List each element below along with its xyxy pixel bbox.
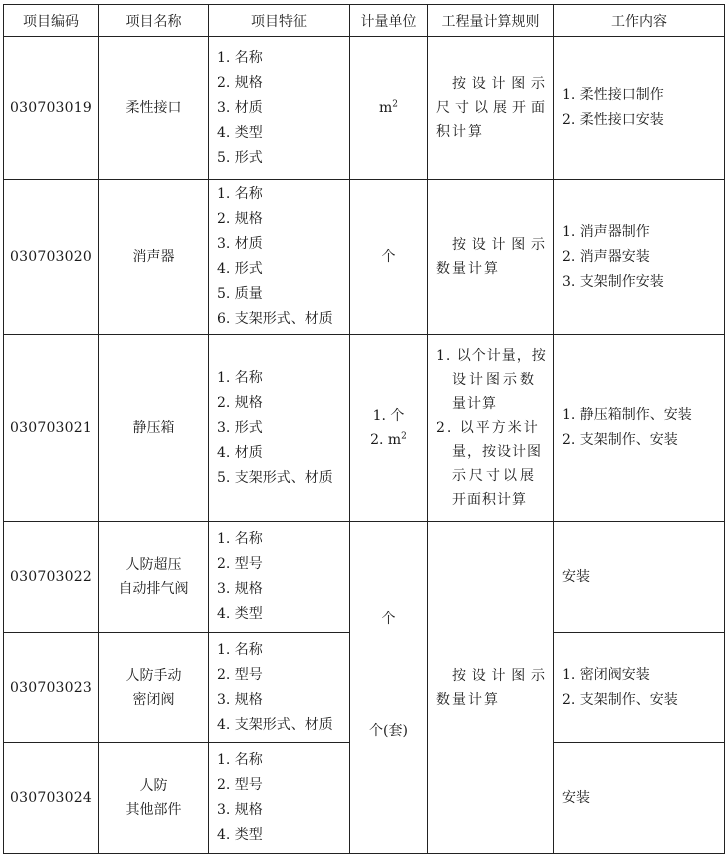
merged-unit-b: 个(套) (369, 723, 408, 739)
item-work: 安装 (554, 522, 725, 633)
item-unit: $m^2$ (350, 37, 428, 180)
header-unit: 计量单位 (350, 5, 428, 37)
item-work: 1. 消声器制作 2. 消声器安装 3. 支架制作安装 (554, 180, 725, 335)
merged-rule: 按设计图示数量计算 (428, 522, 554, 854)
merged-unit (350, 522, 428, 854)
item-features: 1. 名称 2. 规格 3. 形式 4. 材质 5. 支架形式、材质 (209, 335, 350, 522)
item-features: 1. 名称 2. 规格 3. 材质 4. 形式 5. 质量 6. 支架形式、材质 (209, 180, 350, 335)
header-rule: 工程量计算规则 (428, 5, 554, 37)
item-work: 安装 (554, 743, 725, 854)
item-name: 人防 其他部件 (99, 743, 209, 854)
item-unit: 个 (350, 180, 428, 335)
item-work: 1. 柔性接口制作 2. 柔性接口安装 (554, 37, 725, 180)
item-code: 030703021 (4, 335, 99, 522)
table-row (4, 180, 725, 335)
item-code: 030703022 (4, 522, 99, 633)
merged-unit-a: 个 (381, 611, 396, 627)
item-code: 030703024 (4, 743, 99, 854)
item-rule: 按设计图示数量计算 (428, 180, 554, 335)
table-row (4, 37, 725, 180)
header-row (4, 5, 725, 37)
item-features: 1. 名称 2. 型号 3. 规格 4. 类型 (209, 743, 350, 854)
header-work: 工作内容 (554, 5, 725, 37)
item-code: 030703020 (4, 180, 99, 335)
table-row (4, 335, 725, 522)
item-rule: 按设计图示尺寸以展开面积计算 (428, 37, 554, 180)
item-name: 静压箱 (99, 335, 209, 522)
item-work: 1. 静压箱制作、安装 2. 支架制作、安装 (554, 335, 725, 522)
item-name: 人防手动 密闭阀 (99, 633, 209, 743)
header-name: 项目名称 (99, 5, 209, 37)
item-work: 1. 密闭阀安装 2. 支架制作、安装 (554, 633, 725, 743)
header-features: 项目特征 (209, 5, 350, 37)
table-row (4, 522, 725, 633)
item-features: 1. 名称 2. 型号 3. 规格 4. 支架形式、材质 (209, 633, 350, 743)
item-unit: 1. 个 2. $m^2$ (350, 335, 428, 522)
item-code: 030703023 (4, 633, 99, 743)
item-name: 柔性接口 (99, 37, 209, 180)
bill-of-quantities-table (3, 4, 725, 854)
item-code: 030703019 (4, 37, 99, 180)
header-code: 项目编码 (4, 5, 99, 37)
item-name: 消声器 (99, 180, 209, 335)
item-name: 人防超压 自动排气阀 (99, 522, 209, 633)
item-features: 1. 名称 2. 型号 3. 规格 4. 类型 (209, 522, 350, 633)
item-features: 1. 名称 2. 规格 3. 材质 4. 类型 5. 形式 (209, 37, 350, 180)
item-rule: 1. 以个计量，按 设计图示数 量计算 2. 以平方米计 量，按设计图 示尺寸以展 开面积计算 (428, 335, 554, 522)
